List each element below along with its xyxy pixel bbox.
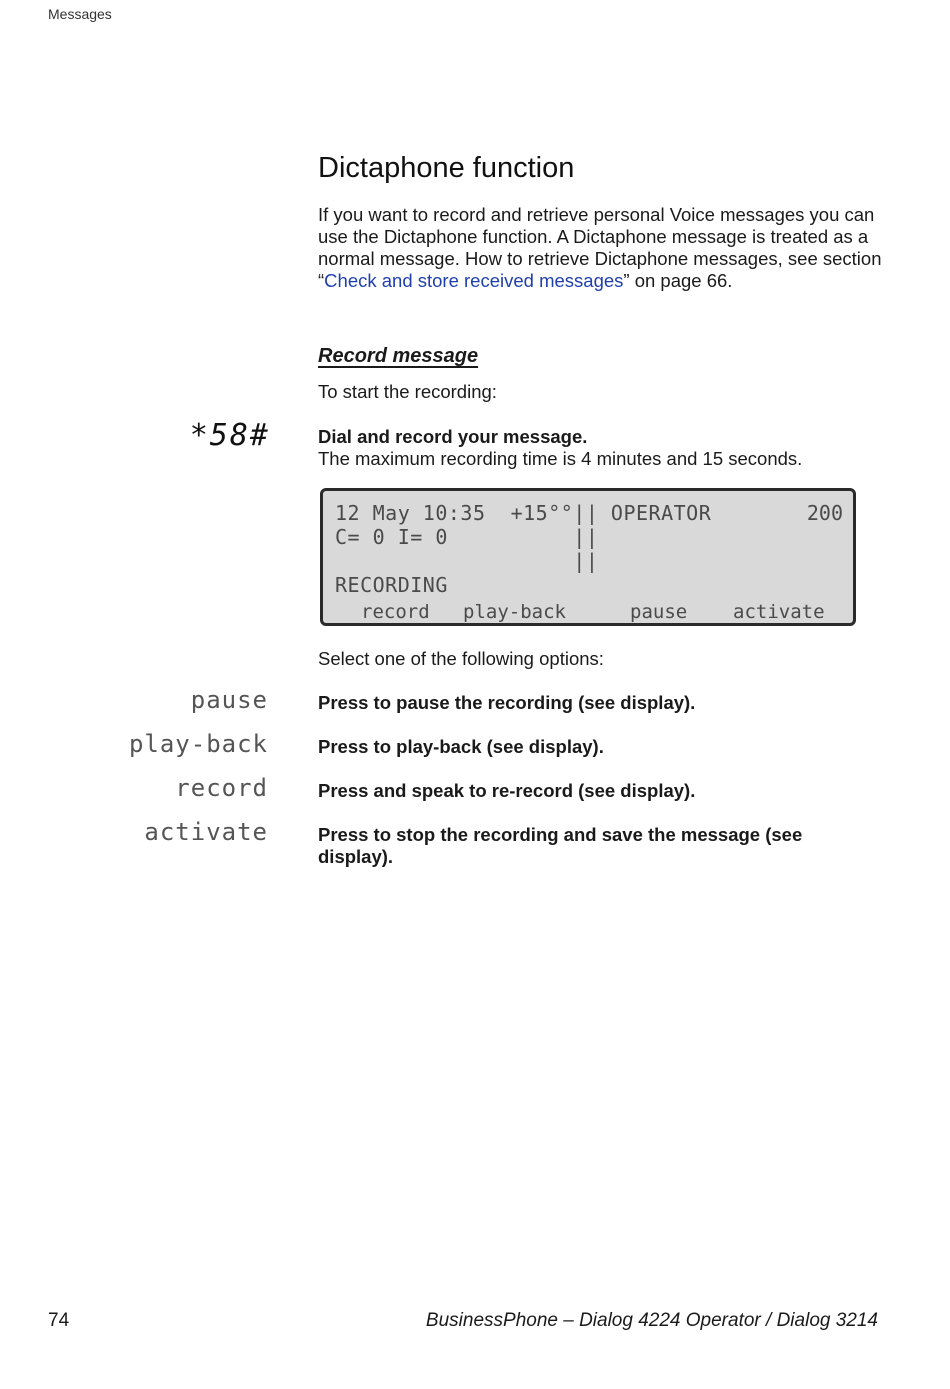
softkey-activate[interactable]: activate bbox=[733, 601, 825, 623]
softkey-pause[interactable]: pause bbox=[630, 601, 688, 623]
display-line-1: 12 May 10:35 +15°°|| OPERATOR bbox=[335, 501, 712, 525]
footer-title: BusinessPhone – Dialog 4224 Operator / Dialog 3214 bbox=[425, 1310, 878, 1331]
key-label-pause: pause bbox=[190, 686, 268, 714]
running-head: Messages bbox=[48, 6, 112, 22]
phone-display bbox=[320, 488, 856, 626]
intro-text-after: ” on page 66. bbox=[623, 270, 733, 291]
page-number: 74 bbox=[48, 1310, 70, 1331]
options-intro: Select one of the following options: bbox=[318, 648, 604, 669]
display-line-3: || bbox=[335, 549, 599, 573]
dial-instruction-bold: Dial and record your message. bbox=[318, 426, 588, 447]
dial-code: *58# bbox=[189, 418, 270, 453]
option-text-pause: Press to pause the recording (see display). bbox=[318, 692, 696, 713]
option-text-record: Press and speak to re-record (see display). bbox=[318, 780, 696, 801]
softkey-record[interactable]: record bbox=[361, 601, 430, 623]
cross-reference-link[interactable]: Check and store received messages bbox=[324, 270, 624, 291]
display-line-4: RECORDING bbox=[335, 573, 448, 597]
option-text-activate: Press to stop the recording and save the message (see display). bbox=[318, 824, 803, 867]
start-recording-text: To start the recording: bbox=[318, 381, 497, 402]
option-text-play-back: Press to play-back (see display). bbox=[318, 736, 604, 757]
dial-instruction bbox=[318, 426, 802, 470]
display-extension: 200 bbox=[806, 501, 843, 525]
key-label-play-back: play-back bbox=[128, 730, 268, 758]
intro-text-before: If you want to record and retrieve personal Voice messages you can use the Dictaphone function. A Dictaphone message is treated as a normal message. How to retrieve Dictaphone messages, see section “ bbox=[318, 204, 882, 291]
intro-paragraph bbox=[318, 204, 888, 292]
section-title: Dictaphone function bbox=[318, 152, 575, 184]
display-line-2: C= 0 I= 0 || bbox=[335, 525, 599, 549]
key-label-activate: activate bbox=[144, 818, 268, 846]
subheading-record-message: Record message bbox=[318, 345, 479, 367]
max-recording-note: The maximum recording time is 4 minutes and 15 seconds. bbox=[318, 448, 803, 469]
key-label-record: record bbox=[175, 774, 268, 802]
softkey-play-back[interactable]: play-back bbox=[463, 601, 566, 623]
